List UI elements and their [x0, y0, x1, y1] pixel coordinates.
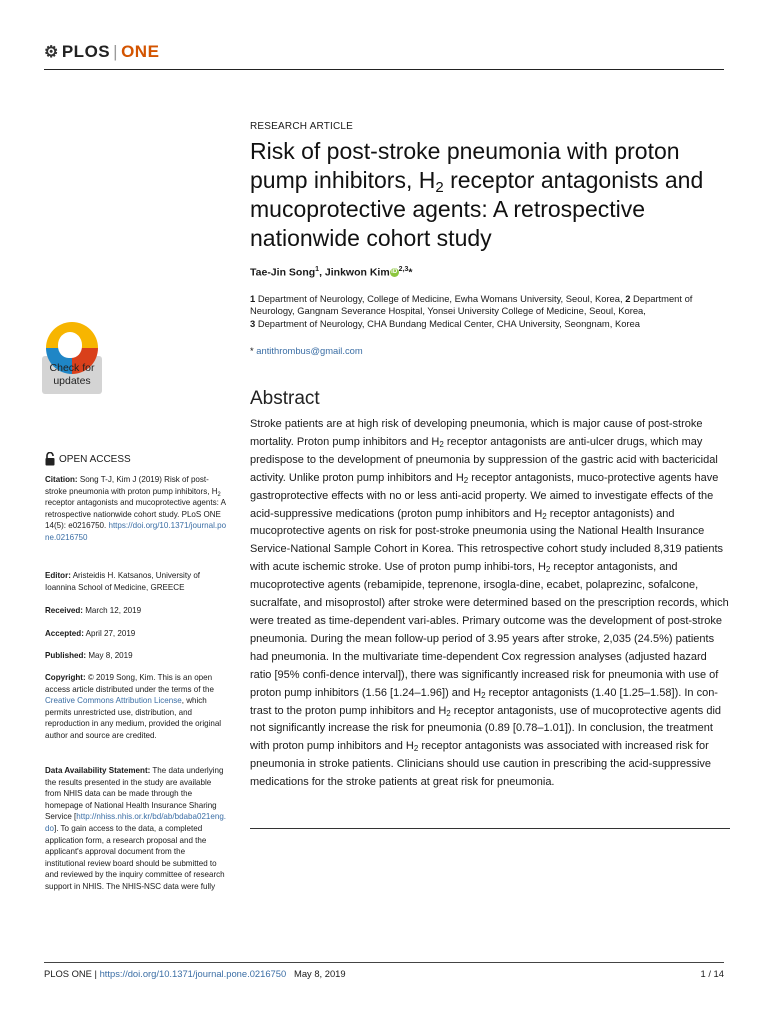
affiliations: 1 Department of Neurology, College of Medicine, Ewha Womans University, Seoul, Korea, 2 Department of Neurology, Gangnam Severance Hospital, Yonsei University College of Medicine, Seoul, Korea, 3 Department of Neurology, CHA Bundang Medical Center, CHA University, Seongnam, Korea — [250, 293, 693, 329]
footer-date: May 8, 2019 — [294, 968, 346, 979]
published-date: Published: May 8, 2019 — [45, 650, 133, 660]
journal-logo[interactable] — [44, 42, 159, 62]
logo-separator: | — [113, 42, 119, 61]
author-list: Tae-Jin Song$^1$, Jinkwon Kim iD $^{2,3}$* — [250, 266, 413, 279]
footer-citation — [44, 968, 346, 979]
logo-plos-text: PLOS — [61, 42, 111, 61]
check-for-updates-badge[interactable] — [42, 322, 102, 394]
crossmark-icon-center — [58, 332, 82, 358]
author-name[interactable]: Tae-Jin Song — [250, 266, 316, 279]
page-number: 1 / 14 — [700, 968, 724, 979]
orcid-icon[interactable]: iD — [391, 269, 398, 276]
badge-label-line2: updates — [53, 375, 91, 387]
corresponding-email-link[interactable]: antithrombus@gmail.com — [256, 345, 363, 356]
open-access-label: OPEN ACCESS — [45, 452, 131, 466]
nhiss-link[interactable]: http://nhiss.nhis.or.kr/bd/ab/bdaba021eng.do — [45, 811, 227, 833]
citation-doi-link[interactable]: https://doi.org/10.1371/journal.pone.0216750 — [45, 520, 227, 542]
article-type-label: RESEARCH ARTICLE — [250, 121, 354, 132]
editor-block: Editor: Aristeidis H. Katsanos, University of Ioannina School of Medicine, GREECE — [45, 570, 201, 592]
data-availability-block: Data Availability Statement: The data underlying the results presented in the study are available from NHIS data can be made through the homepage of National Health Insurance Sharing Service [http://nhiss.nhis.or.kr/bd/ab/bdaba021eng.do]. To gain access to the data, a completed application form, a research proposal and the applicant's approval document from the institutional review board should be submitted to and reviewed by the inquiry committee of research support in NHIS. The NHIS-NSC data were fully — [45, 765, 227, 891]
corresponding-author: * antithrombus@gmail.com — [250, 345, 363, 356]
copyright-block: Copyright: © 2019 Song, Kim. This is an open access article distributed under the terms of the Creative Commons Attribution License, which permits unrestricted use, distribution, and reproduction in any medium, provided the original author and source are credited. — [45, 672, 222, 740]
abstract-heading: Abstract — [250, 388, 320, 409]
received-date: Received: March 12, 2019 — [45, 605, 142, 615]
citation-block: Citation: Song T-J, Kim J (2019) Risk of post-stroke pneumonia with proton pump inhibitors, $H_2$ receptor antagonists and mucoprotective agents: A retrospective nationwide cohort study. PLoS ONE 14(5): e0216750. https://doi.org/10.1371/journal.pone.0216750 — [45, 474, 227, 542]
abstract-body: Stroke patients are at high risk of developing pneumonia, which is major cause of post-stroke mortality. Proton pump inhibitors and $H_2$ receptor antagonists are anti-ulcer drugs, which may predispose to the development of pneumonia by suppression of the gastric acid with bactericidal activity. Unlike proton pump inhibitors and $H_2$ receptor antagonists, muco-protective agents have gastroprotective effects with no or less anti-acid property. We aimed to investigate effects of the acid-suppressive medications (proton pump inhibitors and $H_2$ receptor antagonists) and mucoprotective agents on risk for post-stroke pneumonia using the National Health Insurance Service-National Sample Cohort in Korea. This retrospective cohort study included 8,319 patients with acute ischemic stroke. Use of proton pump inhibi-tors, $H_2$ receptor antagonists, and mucoprotective agents (rebamipide, teprenone, irsogla-dine, ecabet, polaprezinc, sofalcone, sucralfate, and misoprostol) after stroke were determined based on the prescription records, which were treated as time-dependent vari-ables. Primary outcome was the development of post-stroke pneumonia. During the mean follow-up period of 3.95 years after stroke, 2,035 (24.5%) patients had pneumonia. In the multivariate time-dependent Cox regression analyses (adjusted hazard ratio [95% confi-dence interval]), there was significantly increased risk for pneumonia with use of proton pump inhibitors (1.56 [1.24–1.96]) and $H_2$ receptor antagonists (1.40 [1.25–1.58]). In con-trast to the proton pump inhibitors and $H_2$ receptor antagonists, use of mucoprotective agents did not significantly increase the risk for pneumonia (0.89 [0.78–1.01]). In conclusion, the treatment with proton pump inhibitors and $H_2$ receptor antagonists was associated with increased risk for pneumonia in stroke patients. Clinicians should use caution in prescribing the acid-suppressive medications for the stroke patients at great risk for pneumonia. — [250, 418, 729, 789]
footer-divider — [44, 962, 724, 963]
author-name[interactable]: Jinkwon Kim — [324, 266, 390, 279]
header-divider — [44, 69, 724, 70]
article-title: Risk of post-stroke pneumonia with proton pump inhibitors, $H_2$ receptor antagonists and mucoprotective agents: A retrospective nationwide cohort study — [250, 138, 704, 251]
open-lock-icon — [45, 452, 55, 466]
license-link[interactable]: Creative Commons Attribution License — [45, 695, 182, 706]
footer-journal: PLOS ONE | — [44, 968, 100, 979]
badge-label-line1: Check for — [49, 362, 95, 374]
accepted-date: Accepted: April 27, 2019 — [45, 628, 136, 638]
footer-doi-link[interactable]: https://doi.org/10.1371/journal.pone.0216750 — [99, 968, 287, 979]
plos-gear-icon: ⚙ — [44, 44, 59, 61]
logo-one-text: ONE — [121, 42, 160, 61]
abstract-divider — [250, 828, 730, 829]
